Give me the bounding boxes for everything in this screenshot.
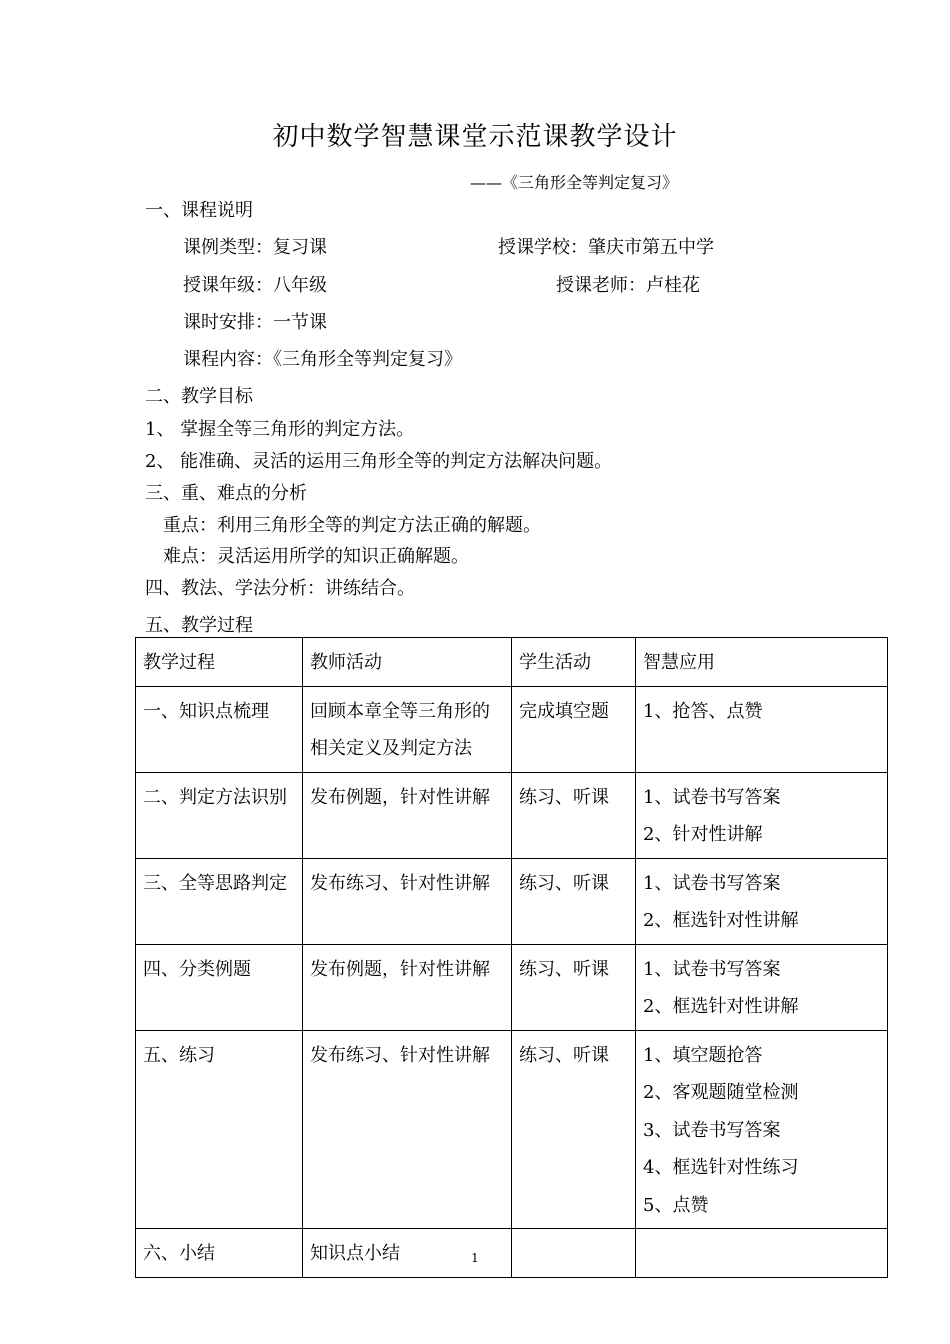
header-cell: 教学过程 [136, 638, 303, 687]
page-number: 1 [471, 1251, 479, 1265]
course-schedule: 课时安排：一节课 [183, 312, 327, 333]
teacher-line: 知识点小结 [310, 1243, 400, 1264]
app-line: 4、框选针对性练习 [643, 1157, 799, 1178]
goal-2: 2、 能准确、灵活的运用三角形全等的判定方法解决问题。 [145, 451, 613, 472]
app-line: 1、试卷书写答案 [643, 872, 781, 894]
teacher-line: 发布例题，针对性讲解 [310, 786, 490, 808]
table-row [136, 944, 888, 1030]
apps-cell [636, 772, 888, 858]
section5-heading: 五、教学过程 [145, 615, 253, 636]
app-line: 2、框选针对性讲解 [643, 996, 799, 1017]
app-line: 2、针对性讲解 [643, 824, 763, 845]
stage-cell: 六、小结 [136, 1229, 303, 1278]
teacher-line: 发布练习、针对性讲解 [310, 872, 490, 894]
apps-cell [636, 686, 888, 772]
app-line: 2、框选针对性讲解 [643, 910, 799, 931]
teacher-line: 发布例题，针对性讲解 [310, 958, 490, 980]
stage-cell: 一、知识点梳理 [136, 686, 303, 772]
student-cell: 练习、听课 [512, 1030, 636, 1229]
header-cell: 智慧应用 [636, 638, 888, 687]
header-cell: 教师活动 [303, 638, 512, 687]
app-line: 1、填空题抢答 [643, 1044, 763, 1066]
table-row [136, 858, 888, 944]
teacher-cell [303, 772, 512, 858]
section3-heading: 三、重、难点的分析 [145, 483, 307, 504]
section1-heading: 一、课程说明 [145, 200, 253, 221]
apps-cell [636, 858, 888, 944]
teacher-line: 回顾本章全等三角形的 [310, 700, 490, 722]
course-teacher: 授课老师：卢桂花 [556, 275, 700, 296]
app-line: 1、试卷书写答案 [643, 958, 781, 980]
student-cell: 练习、听课 [512, 858, 636, 944]
app-line: 1、抢答、点赞 [643, 700, 763, 722]
teacher-cell [303, 858, 512, 944]
table-header-row [136, 638, 888, 687]
document-title: 初中数学智慧课堂示范课教学设计 [272, 122, 678, 152]
course-school: 授课学校：肇庆市第五中学 [498, 237, 714, 258]
apps-cell [636, 1030, 888, 1229]
section4-heading: 四、教法、学法分析：讲练结合。 [145, 578, 415, 599]
student-cell: 练习、听课 [512, 944, 636, 1030]
table-row [136, 686, 888, 772]
app-line: 2、客观题随堂检测 [643, 1082, 799, 1103]
course-content: 课程内容：《三角形全等判定复习》 [183, 349, 462, 370]
teacher-cell [303, 1030, 512, 1229]
student-cell: 完成填空题 [512, 686, 636, 772]
section2-heading: 二、教学目标 [145, 386, 253, 407]
student-cell: 练习、听课 [512, 772, 636, 858]
teacher-cell [303, 686, 512, 772]
goal-1: 1、 掌握全等三角形的判定方法。 [145, 419, 415, 440]
teacher-cell [303, 944, 512, 1030]
difficult-point: 难点：灵活运用所学的知识正确解题。 [163, 546, 469, 567]
stage-cell: 三、全等思路判定 [136, 858, 303, 944]
teacher-line: 相关定义及判定方法 [310, 738, 472, 759]
key-point: 重点：利用三角形全等的判定方法正确的解题。 [163, 515, 541, 536]
table-row [136, 1030, 888, 1229]
document-subtitle: ——《三角形全等判定复习》 [470, 173, 679, 192]
teacher-line: 发布练习、针对性讲解 [310, 1044, 490, 1066]
teaching-process-table [135, 637, 888, 1278]
app-line: 1、试卷书写答案 [643, 786, 781, 808]
course-type: 课例类型：复习课 [183, 237, 327, 258]
table-row [136, 772, 888, 858]
course-grade: 授课年级：八年级 [183, 275, 327, 296]
stage-cell: 五、练习 [136, 1030, 303, 1229]
stage-cell: 四、分类例题 [136, 944, 303, 1030]
header-cell: 学生活动 [512, 638, 636, 687]
app-line: 5、点赞 [643, 1194, 709, 1216]
stage-cell: 二、判定方法识别 [136, 772, 303, 858]
app-line: 3、试卷书写答案 [643, 1119, 781, 1141]
apps-cell [636, 944, 888, 1030]
